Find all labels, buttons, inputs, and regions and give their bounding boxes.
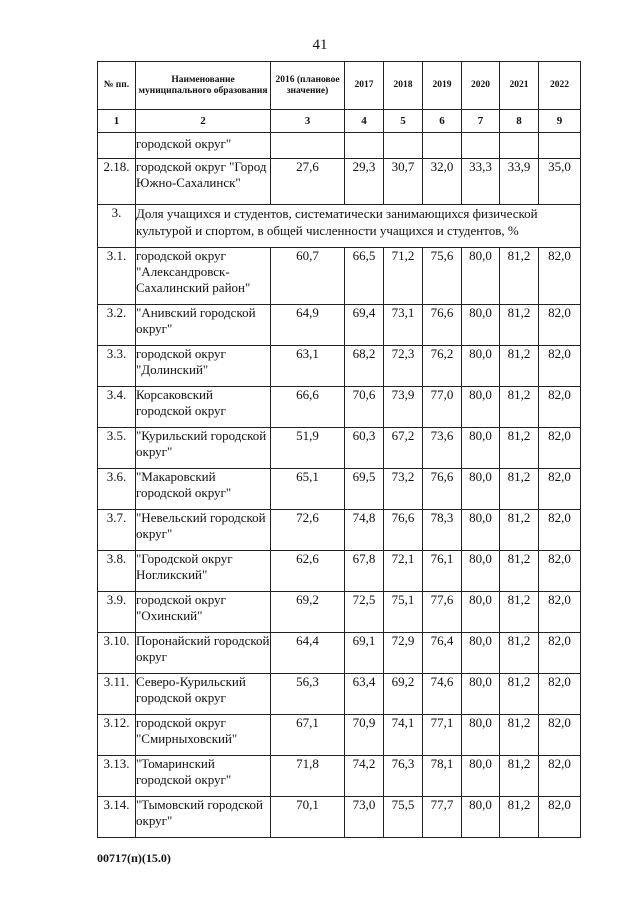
value-cell: 81,2	[500, 592, 539, 633]
value-cell: 64,9	[271, 305, 345, 346]
value-cell: 80,0	[462, 346, 500, 387]
row-number: 3.13.	[98, 756, 136, 797]
column-number: 4	[345, 110, 384, 133]
value-cell: 82,0	[539, 756, 581, 797]
value-cell: 80,0	[462, 551, 500, 592]
table-row	[98, 159, 581, 205]
value-cell: 76,6	[423, 469, 462, 510]
municipality-name: "Тымовский городской округ"	[136, 797, 271, 838]
value-cell: 82,0	[539, 633, 581, 674]
value-cell: 66,6	[271, 387, 345, 428]
municipality-name: "Макаровский городской округ"	[136, 469, 271, 510]
value-cell: 69,5	[345, 469, 384, 510]
value-cell: 73,1	[384, 305, 423, 346]
value-cell: 81,2	[500, 797, 539, 838]
municipality-name: Корсаковский городской округ	[136, 387, 271, 428]
value-cell: 76,2	[423, 346, 462, 387]
value-cell: 77,6	[423, 592, 462, 633]
row-number: 3.11.	[98, 674, 136, 715]
value-cell: 76,4	[423, 633, 462, 674]
value-cell: 73,0	[345, 797, 384, 838]
row-number: 3.5.	[98, 428, 136, 469]
value-cell: 74,1	[384, 715, 423, 756]
value-cell: 68,2	[345, 346, 384, 387]
municipality-name: Северо-Курильский городской округ	[136, 674, 271, 715]
value-cell: 82,0	[539, 346, 581, 387]
value-cell: 80,0	[462, 756, 500, 797]
header-no: № пп.	[98, 62, 136, 110]
value-cell: 80,0	[462, 592, 500, 633]
row-number: 2.18.	[98, 159, 136, 205]
value-cell: 71,2	[384, 248, 423, 305]
column-number: 5	[384, 110, 423, 133]
continuation-row	[98, 133, 581, 159]
value-cell: 71,8	[271, 756, 345, 797]
value-cell: 67,1	[271, 715, 345, 756]
value-cell: 81,2	[500, 346, 539, 387]
value-cell: 63,1	[271, 346, 345, 387]
row-number: 3.6.	[98, 469, 136, 510]
value-cell: 81,2	[500, 248, 539, 305]
value-cell: 72,6	[271, 510, 345, 551]
value-cell: 77,7	[423, 797, 462, 838]
value-cell: 76,6	[423, 305, 462, 346]
value-cell: 74,6	[423, 674, 462, 715]
municipality-name: городской округ "Охинский"	[136, 592, 271, 633]
value-cell: 77,1	[423, 715, 462, 756]
table-row	[98, 592, 581, 633]
value-cell: 73,6	[423, 428, 462, 469]
value-cell: 80,0	[462, 797, 500, 838]
column-number: 1	[98, 110, 136, 133]
value-cell: 82,0	[539, 715, 581, 756]
value-cell: 60,3	[345, 428, 384, 469]
value-cell: 33,9	[500, 159, 539, 205]
value-cell: 80,0	[462, 305, 500, 346]
value-cell: 80,0	[462, 248, 500, 305]
row-number: 3.3.	[98, 346, 136, 387]
value-cell: 81,2	[500, 305, 539, 346]
value-cell: 82,0	[539, 592, 581, 633]
table-row	[98, 715, 581, 756]
value-cell: 80,0	[462, 428, 500, 469]
value-cell: 81,2	[500, 633, 539, 674]
value-cell: 67,8	[345, 551, 384, 592]
municipality-name: "Анивский городской округ"	[136, 305, 271, 346]
value-cell: 70,6	[345, 387, 384, 428]
row-number: 3.14.	[98, 797, 136, 838]
value-cell: 69,2	[271, 592, 345, 633]
row-number: 3.4.	[98, 387, 136, 428]
value-cell: 80,0	[462, 674, 500, 715]
section-row	[98, 205, 581, 248]
table-row	[98, 346, 581, 387]
value-cell: 82,0	[539, 428, 581, 469]
value-cell: 76,1	[423, 551, 462, 592]
column-number: 7	[462, 110, 500, 133]
value-cell: 32,0	[423, 159, 462, 205]
value-cell: 80,0	[462, 387, 500, 428]
page-number: 41	[312, 37, 328, 53]
value-cell: 81,2	[500, 387, 539, 428]
row-number: 3.2.	[98, 305, 136, 346]
header-year: 2019	[423, 62, 462, 110]
value-cell: 33,3	[462, 159, 500, 205]
value-cell: 81,2	[500, 715, 539, 756]
value-cell: 75,6	[423, 248, 462, 305]
row-number: 3.9.	[98, 592, 136, 633]
value-cell: 72,1	[384, 551, 423, 592]
table-header-row	[98, 62, 581, 110]
table-row	[98, 797, 581, 838]
municipality-name: "Городской округ Ногликский"	[136, 551, 271, 592]
table-row	[98, 674, 581, 715]
value-cell: 62,6	[271, 551, 345, 592]
value-cell: 74,8	[345, 510, 384, 551]
municipality-name: городской округ"	[136, 133, 271, 159]
municipality-name: Поронайский городской округ	[136, 633, 271, 674]
value-cell: 56,3	[271, 674, 345, 715]
header-year: 2020	[462, 62, 500, 110]
table-row	[98, 305, 581, 346]
section-title: Доля учащихся и студентов, систематически занимающихся физической культурой и спортом, в общей численности учащихся и студентов, %	[136, 205, 581, 248]
value-cell: 27,6	[271, 159, 345, 205]
value-cell: 29,3	[345, 159, 384, 205]
value-cell: 75,5	[384, 797, 423, 838]
header-name: Наименование муниципального образования	[136, 62, 271, 110]
row-number: 3.8.	[98, 551, 136, 592]
header-year: 2017	[345, 62, 384, 110]
column-number: 2	[136, 110, 271, 133]
value-cell: 70,1	[271, 797, 345, 838]
value-cell: 72,5	[345, 592, 384, 633]
municipality-name: городской округ "Город Южно-Сахалинск"	[136, 159, 271, 205]
value-cell: 69,2	[384, 674, 423, 715]
value-cell: 74,2	[345, 756, 384, 797]
value-cell: 65,1	[271, 469, 345, 510]
value-cell: 80,0	[462, 469, 500, 510]
municipality-name: "Курильский городской округ"	[136, 428, 271, 469]
value-cell: 67,2	[384, 428, 423, 469]
column-number: 3	[271, 110, 345, 133]
value-cell: 73,2	[384, 469, 423, 510]
table-row	[98, 756, 581, 797]
value-cell: 69,1	[345, 633, 384, 674]
value-cell: 35,0	[539, 159, 581, 205]
value-cell: 76,3	[384, 756, 423, 797]
row-number: 3.12.	[98, 715, 136, 756]
value-cell: 82,0	[539, 797, 581, 838]
value-cell: 66,5	[345, 248, 384, 305]
value-cell: 82,0	[539, 305, 581, 346]
municipality-name: городской округ "Смирныховский"	[136, 715, 271, 756]
value-cell: 81,2	[500, 551, 539, 592]
row-number: 3.7.	[98, 510, 136, 551]
value-cell: 63,4	[345, 674, 384, 715]
table-row	[98, 428, 581, 469]
table-row	[98, 469, 581, 510]
value-cell: 82,0	[539, 674, 581, 715]
value-cell: 64,4	[271, 633, 345, 674]
value-cell: 73,9	[384, 387, 423, 428]
row-number: 3.1.	[98, 248, 136, 305]
document-code: 00717(п)(15.0)	[97, 851, 171, 865]
value-cell: 80,0	[462, 633, 500, 674]
municipality-name: "Томаринский городской округ"	[136, 756, 271, 797]
value-cell: 82,0	[539, 510, 581, 551]
value-cell: 81,2	[500, 469, 539, 510]
table-row	[98, 551, 581, 592]
section-number: 3.	[98, 205, 136, 248]
value-cell: 81,2	[500, 510, 539, 551]
value-cell: 81,2	[500, 674, 539, 715]
table-row	[98, 387, 581, 428]
value-cell: 76,6	[384, 510, 423, 551]
column-number: 8	[500, 110, 539, 133]
value-cell: 82,0	[539, 248, 581, 305]
value-cell: 81,2	[500, 428, 539, 469]
value-cell: 82,0	[539, 387, 581, 428]
column-number: 6	[423, 110, 462, 133]
value-cell: 72,9	[384, 633, 423, 674]
municipality-name: "Невельский городской округ"	[136, 510, 271, 551]
value-cell: 78,3	[423, 510, 462, 551]
value-cell: 80,0	[462, 510, 500, 551]
column-number-row	[98, 110, 581, 133]
header-year: 2018	[384, 62, 423, 110]
value-cell: 30,7	[384, 159, 423, 205]
value-cell: 60,7	[271, 248, 345, 305]
header-year: 2021	[500, 62, 539, 110]
value-cell: 82,0	[539, 469, 581, 510]
row-number: 3.10.	[98, 633, 136, 674]
header-2016: 2016 (плановое значение)	[271, 62, 345, 110]
value-cell: 51,9	[271, 428, 345, 469]
table-row	[98, 633, 581, 674]
value-cell: 69,4	[345, 305, 384, 346]
value-cell: 81,2	[500, 756, 539, 797]
value-cell: 72,3	[384, 346, 423, 387]
municipality-name: городской округ "Долинский"	[136, 346, 271, 387]
column-number: 9	[539, 110, 581, 133]
value-cell: 77,0	[423, 387, 462, 428]
value-cell: 78,1	[423, 756, 462, 797]
header-year: 2022	[539, 62, 581, 110]
value-cell: 82,0	[539, 551, 581, 592]
table-row	[98, 248, 581, 305]
municipality-name: городской округ "Александровск-Сахалинский район"	[136, 248, 271, 305]
value-cell: 80,0	[462, 715, 500, 756]
table-row	[98, 510, 581, 551]
value-cell: 75,1	[384, 592, 423, 633]
value-cell: 70,9	[345, 715, 384, 756]
indicators-table	[97, 61, 581, 838]
